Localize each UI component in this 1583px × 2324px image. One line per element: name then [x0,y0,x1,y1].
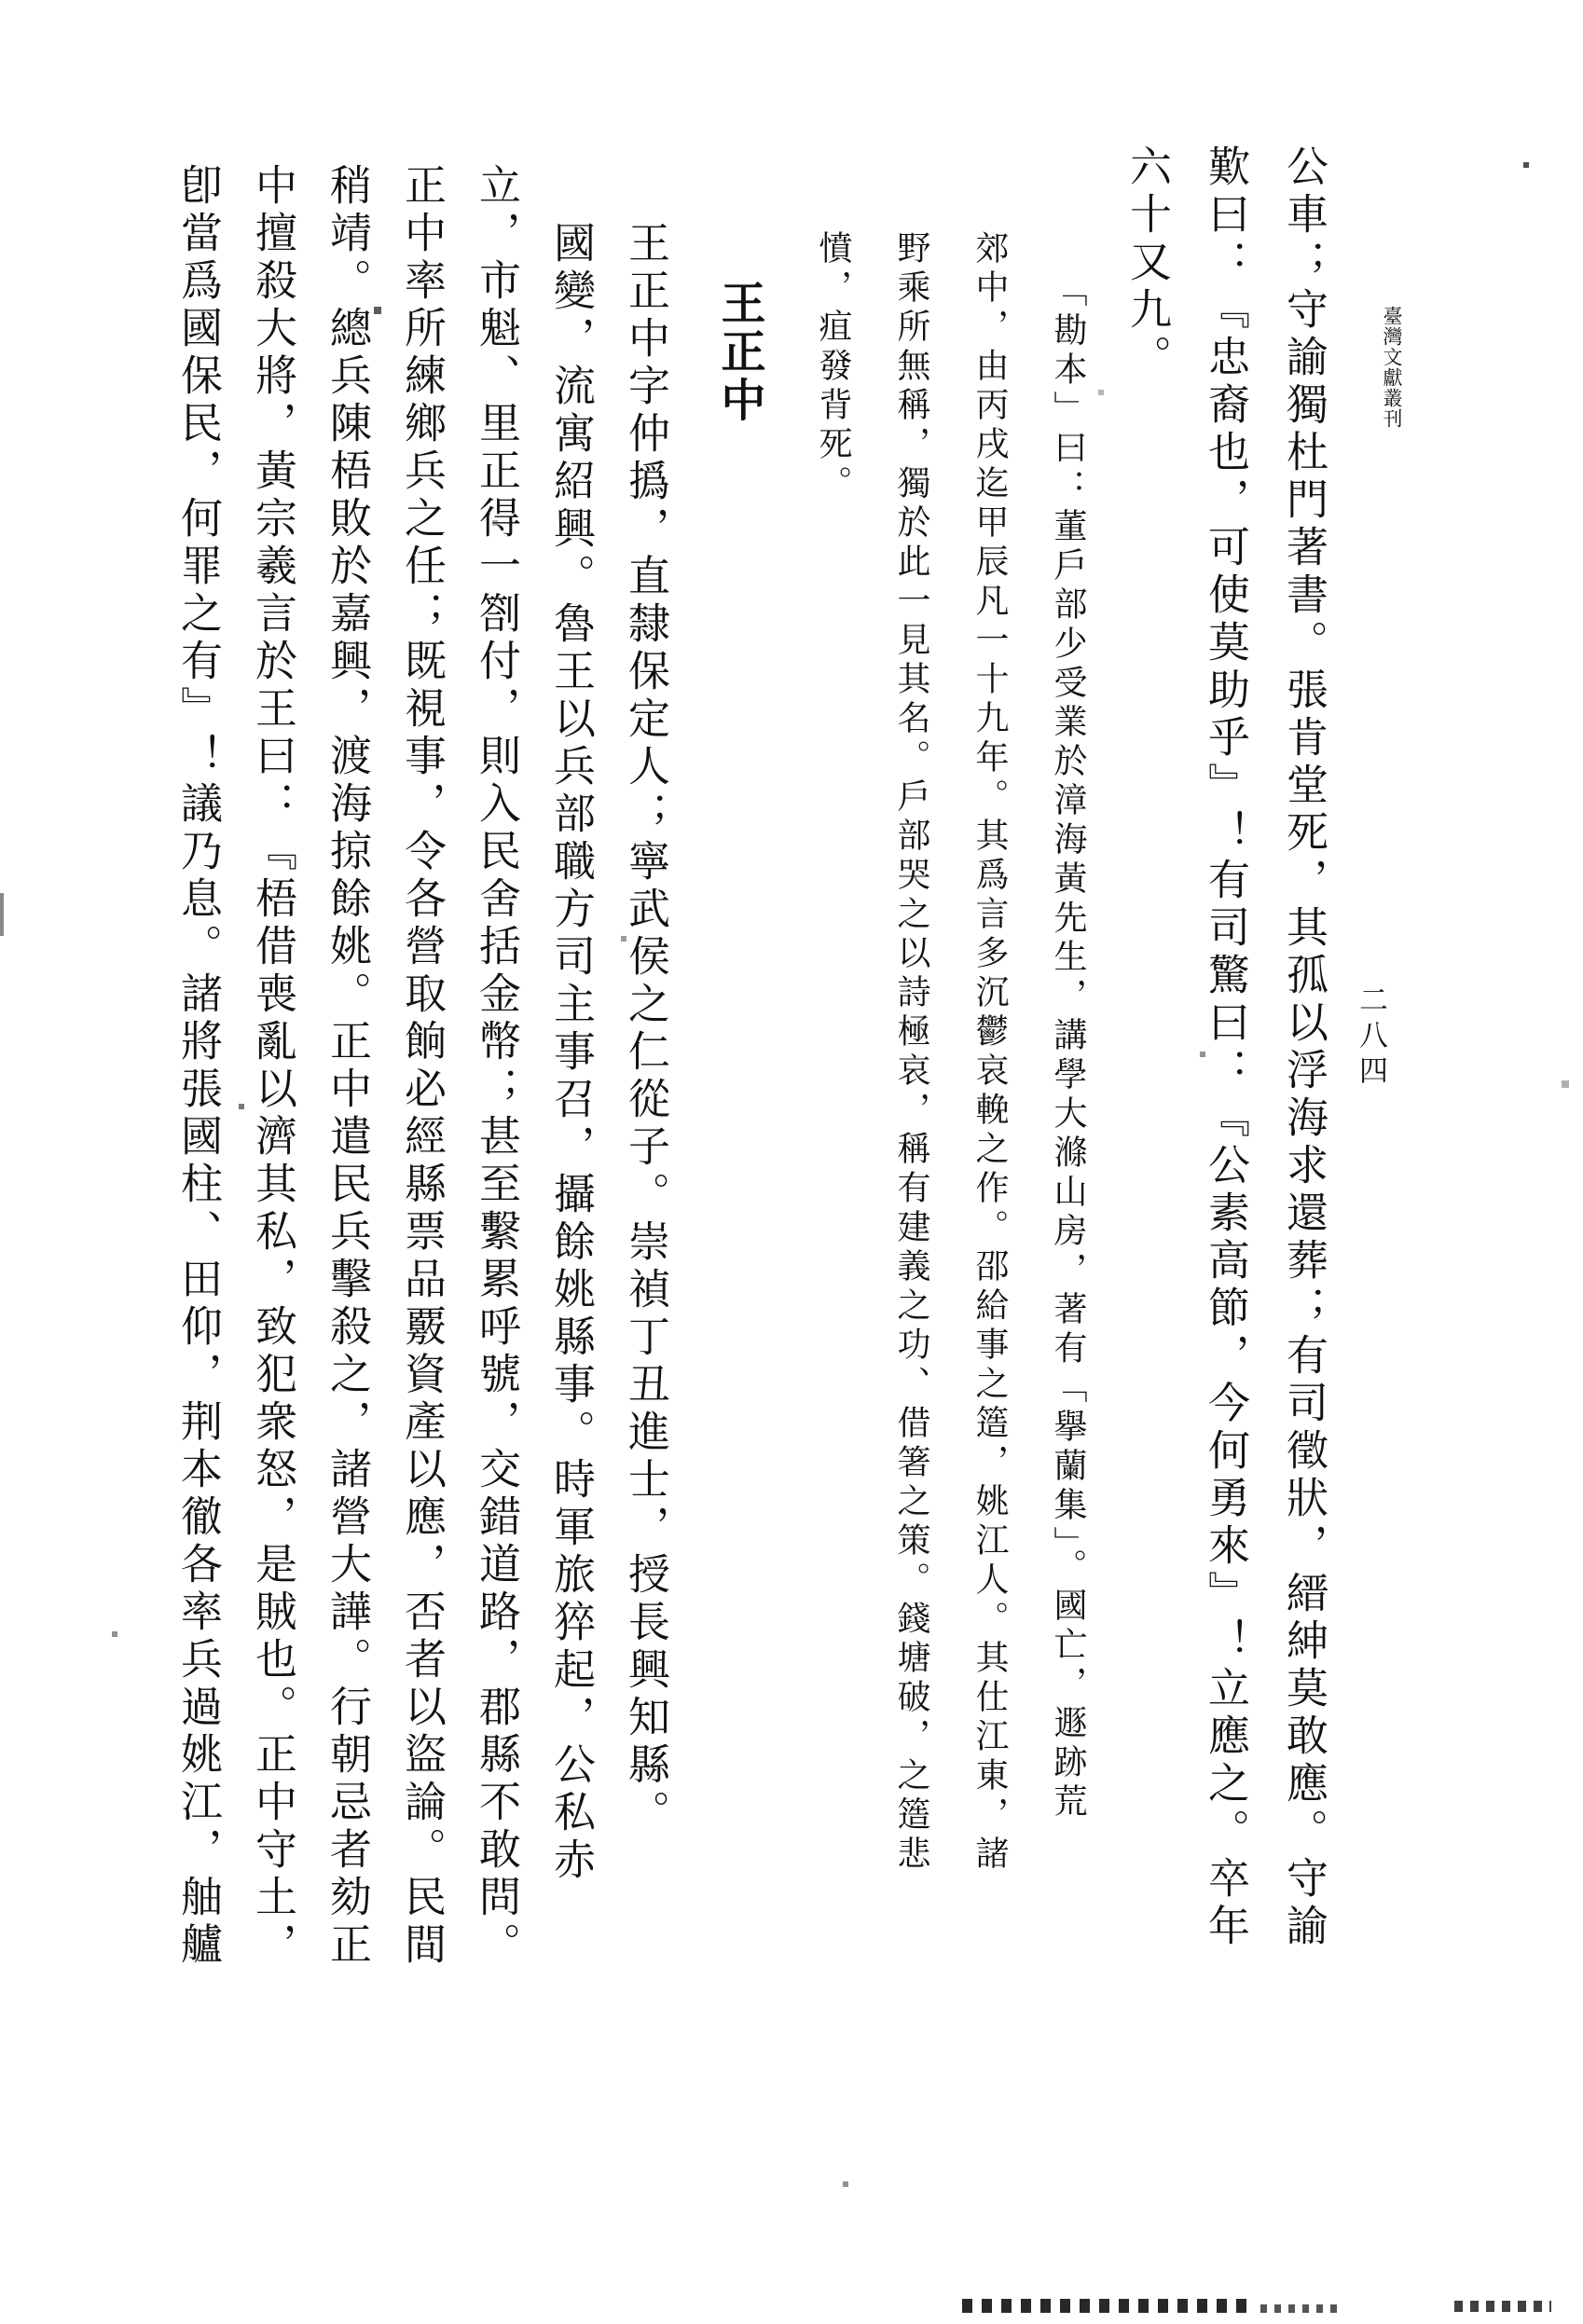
editors-note-block [794,144,1108,1958]
scan-artifact-strip [1454,2301,1551,2312]
editors-note-column-3: 野乘所無稱，獨於此一見其名。戶部哭之以詩極哀，稱有建義之功、借箸之策。錢塘破，之簉悲 [893,230,930,1875]
bio-column-4: 正中率所練鄉兵之任；既視事，令各營取餉必經縣票品覈資產以應，否者以盜論。民間 [398,163,445,1970]
prev-bio-column-2: 歎曰：『忠裔也，可使莫助乎』！有司驚曰：『公素高節，今何勇來』！立應之。卒年 [1202,144,1248,1951]
bio-column-1: 王正中字仲撝，直隸保定人；寧武侯之仁從子。崇禎丁丑進士，授長興知縣。 [622,221,668,1837]
bio-column-2: 國變，流寓紹興。魯王以兵部職方司主事召，攝餘姚縣事。時軍旅猝起，公私赤 [547,221,594,1885]
editors-note-column-2: 郊中，由丙戌迄甲辰凡一十九年。其爲言多沉鬱哀輓之作。邵給事之簉，姚江人。其仕江東，諸 [971,230,1009,1875]
scan-noise-specks [0,0,2,2]
prev-bio-column-3: 六十又九。 [1123,144,1170,382]
bio-column-3: 立，市魁、里正得一劄付，則入民舍括金幣；甚至繫累呼號，交錯道路，郡縣不敢問。 [473,163,519,1970]
scan-artifact-strip [962,2299,1253,2313]
page-number: 二八四 [1355,984,1387,1091]
text-area [160,144,1342,1970]
biography-heading: 王正中 [714,280,764,425]
editors-note-column-4: 憤，疽發背死。 [815,230,852,504]
series-spine-title: 臺灣文獻叢刊 [1381,306,1403,429]
bio-column-7: 卽當爲國保民，何罪之有』！議乃息。諸將張國柱、田仰，荆本徹各率兵過姚江，舳艫 [174,163,221,1970]
bio-column-5: 稍靖。總兵陳梧敗於嘉興，渡海掠餘姚。正中遣民兵擊殺之，諸營大譁。行朝忌者劾正 [323,163,370,1970]
scan-edge-mark [0,893,4,936]
editors-note-column-1: 「勘本」曰：董戶部少受業於漳海黃先生，講學大滌山房，著有「擧蘭集」。國亡，遯跡荒 [1050,273,1087,1822]
bio-column-6: 中擅殺大將，黃宗羲言於王曰：『梧借喪亂以濟其私，致犯衆怒，是賊也。正中守土， [249,163,296,1970]
scan-artifact-strip [1260,2304,1344,2313]
prev-bio-column-1: 公車；守諭獨杜門著書。張肯堂死，其孤以浮海求還葬；有司徵狀，縉紳莫敢應。守諭 [1280,144,1327,1951]
